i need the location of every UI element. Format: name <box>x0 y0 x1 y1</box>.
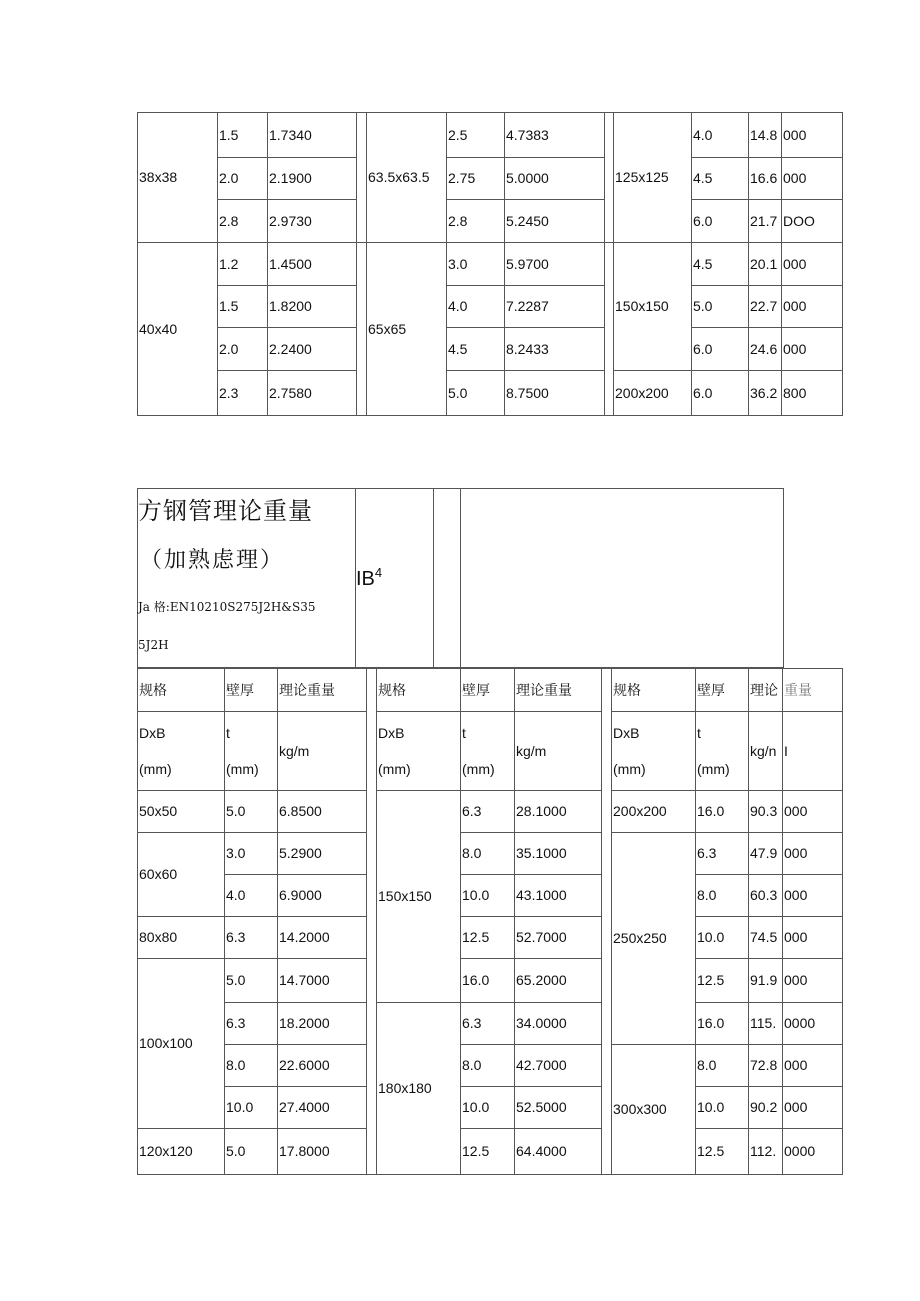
weight-cell: 000 <box>782 832 843 875</box>
weight-cell: 24.6 <box>748 327 782 371</box>
weight-cell: 5.9700 <box>504 242 605 286</box>
unit-line: (mm) <box>462 761 495 777</box>
unit-line: (mm) <box>139 761 172 777</box>
weight-cell: 000 <box>782 790 843 833</box>
thickness-cell: 4.5 <box>691 242 749 286</box>
unit-t-cell <box>224 711 278 791</box>
weight-cell: 52.7000 <box>514 916 602 959</box>
unit-kgm-cell: kg/m <box>277 711 367 791</box>
weight-cell: 000 <box>782 1044 843 1087</box>
weight-cell: 65.2000 <box>514 958 602 1003</box>
thickness-cell: 1.5 <box>217 285 268 328</box>
col-header-weight: 理论重量 <box>277 668 367 712</box>
weight-cell: 000 <box>782 1086 843 1129</box>
col-header-thickness: 壁厚 <box>224 668 278 712</box>
weight-cell: 52.5000 <box>514 1086 602 1129</box>
size-cell: 65x65 <box>366 242 447 416</box>
unit-line: (mm) <box>697 761 730 777</box>
weight-cell: 5.0000 <box>504 157 605 200</box>
gap-column <box>604 242 614 416</box>
size-cell: 63.5x63.5 <box>366 112 447 243</box>
weight-cell: 5.2450 <box>504 199 605 243</box>
unit-t-cell <box>695 711 749 791</box>
col-header-weight: 理论 <box>748 668 783 712</box>
thickness-cell: 2.0 <box>217 327 268 371</box>
spec-line-cont: 5J2H <box>138 638 169 652</box>
size-cell: 80x80 <box>137 916 225 959</box>
weight-cell: 5.2900 <box>277 832 367 875</box>
weight-cell: 1.4500 <box>267 242 357 286</box>
weight-cell: 43.1000 <box>514 874 602 917</box>
unit-dxb-cell <box>611 711 696 791</box>
size-cell: 250x250 <box>611 832 696 1045</box>
weight-cell: 000 <box>781 285 843 328</box>
weight-cell: 000 <box>781 112 843 158</box>
title-gap-cell <box>433 488 461 668</box>
weight-cell: 000 <box>782 874 843 917</box>
weight-cell: 22.7 <box>748 285 782 328</box>
weight-cell: DOO <box>781 199 843 243</box>
unit-line: (mm) <box>226 761 259 777</box>
weight-cell: 28.1000 <box>514 790 602 833</box>
thickness-cell: 6.3 <box>460 790 515 833</box>
unit-dxb-cell <box>137 711 225 791</box>
weight-cell: 2.9730 <box>267 199 357 243</box>
thickness-cell: 12.5 <box>695 958 749 1003</box>
doc-subtitle: （加熟虑理） <box>140 548 285 573</box>
col-header-weight-cont: 重量 <box>782 668 843 712</box>
thickness-cell: 6.0 <box>691 370 749 416</box>
thickness-cell: 3.0 <box>446 242 505 286</box>
gap-column <box>604 112 614 243</box>
col-header-spec: 规格 <box>137 668 225 712</box>
thickness-cell: 5.0 <box>691 285 749 328</box>
weight-cell: 6.8500 <box>277 790 367 833</box>
weight-cell: 4.7383 <box>504 112 605 158</box>
spec-line: Ja 格:EN10210S275J2H&S35 <box>138 600 316 614</box>
weight-cell: 18.2000 <box>277 1002 367 1045</box>
weight-cell: 34.0000 <box>514 1002 602 1045</box>
size-cell: 200x200 <box>613 370 692 416</box>
weight-cell: 8.7500 <box>504 370 605 416</box>
size-cell: 150x150 <box>613 242 692 371</box>
weight-cell: 2.7580 <box>267 370 357 416</box>
weight-cell: 800 <box>781 370 843 416</box>
thickness-cell: 1.5 <box>217 112 268 158</box>
thickness-cell: 2.0 <box>217 157 268 200</box>
weight-cell: 22.6000 <box>277 1044 367 1087</box>
thickness-cell: 1.2 <box>217 242 268 286</box>
weight-cell: 2.1900 <box>267 157 357 200</box>
col-header-thickness: 壁厚 <box>460 668 515 712</box>
weight-cell: 21.7 <box>748 199 782 243</box>
thickness-cell: 10.0 <box>460 1086 515 1129</box>
thickness-cell: 16.0 <box>460 958 515 1003</box>
thickness-cell: 3.0 <box>224 832 278 875</box>
thickness-cell: 6.3 <box>224 1002 278 1045</box>
weight-cell: 6.9000 <box>277 874 367 917</box>
size-cell: 60x60 <box>137 832 225 917</box>
thickness-cell: 5.0 <box>224 1128 278 1175</box>
thickness-cell: 10.0 <box>224 1086 278 1129</box>
thickness-cell: 6.3 <box>460 1002 515 1045</box>
gap-column <box>356 112 367 243</box>
unit-dxb-cell <box>376 711 461 791</box>
doc-title: 方钢管理论重量 <box>138 497 313 525</box>
thickness-cell: 4.0 <box>691 112 749 158</box>
gap-column <box>356 242 367 416</box>
unit-line: t <box>462 725 466 741</box>
thickness-cell: 5.0 <box>446 370 505 416</box>
ib-sup: 4 <box>374 565 383 580</box>
unit-t-cell <box>460 711 515 791</box>
weight-cell: 14.2000 <box>277 916 367 959</box>
thickness-cell: 5.0 <box>224 958 278 1003</box>
col-header-spec: 规格 <box>611 668 696 712</box>
thickness-cell: 8.0 <box>224 1044 278 1087</box>
size-cell: 40x40 <box>137 242 218 416</box>
weight-cell: 8.2433 <box>504 327 605 371</box>
weight-cell: 90.2 <box>748 1086 783 1129</box>
thickness-cell: 12.5 <box>695 1128 749 1175</box>
weight-cell: 0000 <box>782 1002 843 1045</box>
weight-cell: 91.9 <box>748 958 783 1003</box>
thickness-cell: 16.0 <box>695 1002 749 1045</box>
thickness-cell: 4.0 <box>224 874 278 917</box>
thickness-cell: 6.3 <box>695 832 749 875</box>
thickness-cell: 16.0 <box>695 790 749 833</box>
col-header-weight: 理论重量 <box>514 668 602 712</box>
thickness-cell: 6.3 <box>224 916 278 959</box>
weight-cell: 1.7340 <box>267 112 357 158</box>
weight-cell: 000 <box>782 916 843 959</box>
unit-line: (mm) <box>613 761 646 777</box>
weight-cell: 14.7000 <box>277 958 367 1003</box>
size-cell: 300x300 <box>611 1044 696 1175</box>
unit-line: t <box>697 725 701 741</box>
weight-cell: 20.1 <box>748 242 782 286</box>
col-header-thickness: 壁厚 <box>695 668 749 712</box>
thickness-cell: 2.8 <box>446 199 505 243</box>
weight-cell: 74.5 <box>748 916 783 959</box>
thickness-cell: 4.5 <box>446 327 505 371</box>
thickness-cell: 4.0 <box>446 285 505 328</box>
size-cell: 150x150 <box>376 790 461 1003</box>
unit-line: t <box>226 725 230 741</box>
title-empty-cell <box>460 488 784 668</box>
weight-cell: 7.2287 <box>504 285 605 328</box>
weight-cell: 27.4000 <box>277 1086 367 1129</box>
weight-cell: 000 <box>781 242 843 286</box>
thickness-cell: 10.0 <box>695 916 749 959</box>
thickness-cell: 10.0 <box>460 874 515 917</box>
thickness-cell: 6.0 <box>691 199 749 243</box>
weight-cell: 000 <box>782 958 843 1003</box>
unit-kgm-cell: kg/m <box>514 711 602 791</box>
weight-cell: 000 <box>781 327 843 371</box>
size-cell: 180x180 <box>376 1002 461 1175</box>
weight-cell: 2.2400 <box>267 327 357 371</box>
unit-kgn-cell: kg/n <box>748 711 783 791</box>
weight-cell: 14.8 <box>748 112 782 158</box>
size-cell: 200x200 <box>611 790 696 833</box>
weight-cell: 115. <box>748 1002 783 1045</box>
thickness-cell: 8.0 <box>460 1044 515 1087</box>
weight-cell: 000 <box>781 157 843 200</box>
thickness-cell: 4.5 <box>691 157 749 200</box>
weight-cell: 72.8 <box>748 1044 783 1087</box>
weight-cell: 0000 <box>782 1128 843 1175</box>
thickness-cell: 5.0 <box>224 790 278 833</box>
weight-cell: 1.8200 <box>267 285 357 328</box>
thickness-cell: 10.0 <box>695 1086 749 1129</box>
weight-cell: 47.9 <box>748 832 783 875</box>
thickness-cell: 12.5 <box>460 1128 515 1175</box>
thickness-cell: 8.0 <box>460 832 515 875</box>
weight-cell: 16.6 <box>748 157 782 200</box>
thickness-cell: 8.0 <box>695 1044 749 1087</box>
weight-cell: 36.2 <box>748 370 782 416</box>
thickness-cell: 2.8 <box>217 199 268 243</box>
weight-cell: 60.3 <box>748 874 783 917</box>
size-cell: 50x50 <box>137 790 225 833</box>
ib-main: IB <box>356 568 375 590</box>
weight-cell: 35.1000 <box>514 832 602 875</box>
thickness-cell: 2.3 <box>217 370 268 416</box>
unit-line: DxB <box>613 725 640 741</box>
thickness-cell: 2.75 <box>446 157 505 200</box>
weight-cell: 64.4000 <box>514 1128 602 1175</box>
ib-label <box>356 565 382 591</box>
weight-cell: 90.3 <box>748 790 783 833</box>
size-cell: 38x38 <box>137 112 218 243</box>
weight-cell: 112. <box>748 1128 783 1175</box>
thickness-cell: 8.0 <box>695 874 749 917</box>
unit-l-cell: I <box>782 711 843 791</box>
size-cell: 100x100 <box>137 958 225 1129</box>
unit-line: DxB <box>139 725 166 741</box>
size-cell: 125x125 <box>613 112 692 243</box>
col-header-spec: 规格 <box>376 668 461 712</box>
thickness-cell: 2.5 <box>446 112 505 158</box>
thickness-cell: 6.0 <box>691 327 749 371</box>
weight-cell: 17.8000 <box>277 1128 367 1175</box>
unit-line: DxB <box>378 725 405 741</box>
weight-cell: 42.7000 <box>514 1044 602 1087</box>
unit-line: (mm) <box>378 761 411 777</box>
thickness-cell: 12.5 <box>460 916 515 959</box>
size-cell: 120x120 <box>137 1128 225 1175</box>
